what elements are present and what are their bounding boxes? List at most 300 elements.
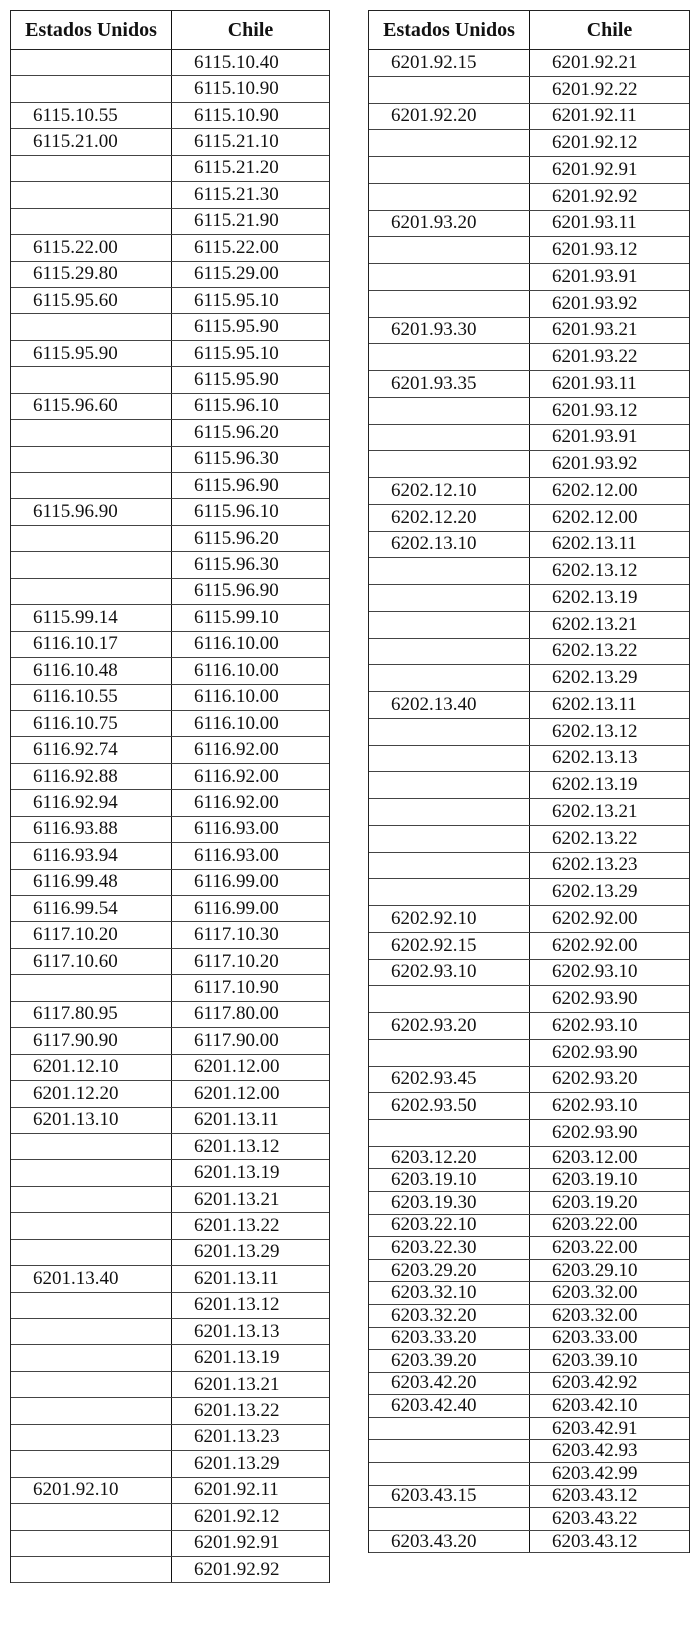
chile-code-cell: 6201.13.29 — [171, 1451, 329, 1476]
us-code-cell: 6116.99.48 — [33, 871, 118, 893]
chile-code-cell: 6116.99.00 — [171, 870, 329, 895]
chile-code-cell: 6203.39.10 — [529, 1350, 689, 1372]
table-row — [369, 1093, 689, 1120]
us-code-cell — [11, 420, 171, 445]
chile-code-cell: 6202.12.00 — [529, 505, 689, 531]
chile-code-cell: 6202.13.13 — [529, 746, 689, 772]
chile-code-cell: 6202.13.21 — [529, 799, 689, 825]
table-header — [368, 10, 690, 50]
header-estados-unidos: Estados Unidos — [383, 18, 515, 41]
us-code-cell — [11, 526, 171, 551]
chile-code-cell: 6203.42.92 — [529, 1373, 689, 1395]
chile-code-cell: 6202.92.00 — [529, 906, 689, 932]
table-row — [11, 473, 329, 499]
us-code-cell — [11, 579, 171, 604]
table-row — [11, 579, 329, 605]
table-row — [369, 1463, 689, 1486]
chile-code-cell: 6203.42.91 — [529, 1418, 689, 1440]
left-table-body — [10, 50, 330, 1583]
table-row — [369, 264, 689, 291]
us-code-cell: 6116.92.74 — [33, 739, 118, 761]
chile-code-cell: 6115.10.40 — [171, 50, 329, 75]
table-row — [369, 1350, 689, 1373]
table-row — [369, 130, 689, 157]
us-code-cell — [11, 209, 171, 234]
table-row — [369, 1260, 689, 1283]
us-code-cell — [369, 1418, 529, 1440]
chile-code-cell: 6202.13.23 — [529, 853, 689, 879]
table-row — [11, 1240, 329, 1266]
table-row — [11, 632, 329, 658]
chile-code-cell: 6201.13.29 — [171, 1240, 329, 1265]
us-code-cell: 6117.80.95 — [33, 1003, 118, 1025]
table-row — [11, 235, 329, 261]
table-row — [11, 1504, 329, 1530]
us-code-cell — [369, 451, 529, 477]
table-row — [11, 103, 329, 129]
chile-code-cell: 6115.99.10 — [171, 605, 329, 630]
us-code-cell: 6203.43.20 — [391, 1530, 477, 1552]
chile-code-cell: 6115.10.90 — [171, 103, 329, 128]
chile-code-cell: 6201.93.91 — [529, 425, 689, 451]
us-code-cell: 6115.10.55 — [33, 104, 118, 126]
table-row — [11, 1108, 329, 1134]
chile-code-cell: 6201.13.11 — [171, 1266, 329, 1291]
table-row — [11, 1213, 329, 1239]
chile-code-cell: 6203.42.93 — [529, 1440, 689, 1462]
us-code-cell: 6203.42.40 — [391, 1395, 477, 1417]
table-row — [369, 558, 689, 585]
chile-code-cell: 6201.93.12 — [529, 398, 689, 424]
table-row — [369, 639, 689, 666]
us-code-cell: 6115.29.80 — [33, 263, 118, 285]
table-row — [11, 394, 329, 420]
us-code-cell — [11, 1531, 171, 1556]
table-row — [369, 719, 689, 746]
us-code-cell — [11, 1425, 171, 1450]
chile-code-cell: 6203.42.99 — [529, 1463, 689, 1485]
us-code-cell — [11, 447, 171, 472]
table-row — [11, 843, 329, 869]
chile-code-cell: 6116.10.00 — [171, 685, 329, 710]
table-row — [369, 104, 689, 131]
chile-code-cell: 6201.13.22 — [171, 1213, 329, 1238]
table-row — [11, 129, 329, 155]
us-code-cell — [369, 237, 529, 263]
us-code-cell — [11, 156, 171, 181]
us-code-cell: 6203.42.20 — [391, 1372, 477, 1394]
table-row — [11, 658, 329, 684]
us-code-cell: 6203.19.30 — [391, 1191, 477, 1213]
chile-code-cell: 6201.12.00 — [171, 1055, 329, 1080]
chile-code-cell: 6115.96.10 — [171, 499, 329, 524]
chile-code-cell: 6115.21.30 — [171, 182, 329, 207]
chile-code-cell: 6201.92.91 — [171, 1531, 329, 1556]
us-code-cell: 6203.32.10 — [391, 1282, 477, 1304]
us-code-cell — [11, 367, 171, 392]
us-code-cell — [11, 1240, 171, 1265]
us-code-cell — [369, 425, 529, 451]
table-row — [369, 237, 689, 264]
chile-code-cell: 6115.96.90 — [171, 579, 329, 604]
chile-code-cell: 6201.93.92 — [529, 291, 689, 317]
table-row — [369, 906, 689, 933]
chile-code-cell: 6116.10.00 — [171, 632, 329, 657]
chile-code-cell: 6201.93.22 — [529, 344, 689, 370]
table-row — [11, 685, 329, 711]
table-row — [11, 1134, 329, 1160]
us-code-cell: 6202.13.40 — [391, 693, 477, 715]
table-row — [369, 1305, 689, 1328]
table-row — [11, 314, 329, 340]
chile-code-cell: 6115.96.90 — [171, 473, 329, 498]
header-estados-unidos: Estados Unidos — [25, 18, 157, 41]
table-row — [369, 1282, 689, 1305]
table-row — [11, 975, 329, 1001]
table-row — [11, 922, 329, 948]
table-row — [11, 870, 329, 896]
table-row — [369, 1215, 689, 1238]
table-row — [11, 737, 329, 763]
us-code-cell — [369, 719, 529, 745]
chile-code-cell: 6117.90.00 — [171, 1028, 329, 1053]
chile-code-cell: 6201.13.21 — [171, 1372, 329, 1397]
chile-code-cell: 6115.96.30 — [171, 447, 329, 472]
us-code-cell: 6115.95.60 — [33, 289, 118, 311]
us-code-cell: 6116.92.88 — [33, 765, 118, 787]
table-row — [11, 790, 329, 816]
table-row — [11, 1002, 329, 1028]
chile-code-cell: 6116.99.00 — [171, 896, 329, 921]
chile-code-cell: 6202.13.12 — [529, 719, 689, 745]
chile-code-cell: 6115.21.10 — [171, 129, 329, 154]
table-row — [11, 764, 329, 790]
table-row — [11, 420, 329, 446]
table-row — [369, 933, 689, 960]
us-code-cell — [11, 1345, 171, 1370]
table-row — [11, 1028, 329, 1054]
chile-code-cell: 6202.93.20 — [529, 1067, 689, 1093]
table-row — [11, 711, 329, 737]
us-code-cell — [369, 585, 529, 611]
table-row — [369, 77, 689, 104]
table-row — [369, 318, 689, 345]
table-row — [11, 1425, 329, 1451]
table-row — [369, 1169, 689, 1192]
chile-code-cell: 6202.93.90 — [529, 986, 689, 1012]
chile-code-cell: 6115.96.20 — [171, 526, 329, 551]
chile-code-cell: 6202.13.22 — [529, 826, 689, 852]
chile-code-cell: 6202.93.10 — [529, 960, 689, 986]
chile-code-cell: 6201.92.11 — [171, 1478, 329, 1503]
table-row — [369, 1013, 689, 1040]
table-row — [11, 1557, 329, 1583]
chile-code-cell: 6201.13.19 — [171, 1345, 329, 1370]
table-row — [369, 826, 689, 853]
chile-code-cell: 6203.19.10 — [529, 1169, 689, 1191]
table-row — [11, 156, 329, 182]
chile-code-cell: 6201.92.92 — [529, 184, 689, 210]
us-code-cell: 6115.96.90 — [33, 501, 118, 523]
table-row — [11, 1531, 329, 1557]
table-row — [369, 425, 689, 452]
chile-code-cell: 6202.13.29 — [529, 879, 689, 905]
chile-code-cell: 6116.92.00 — [171, 790, 329, 815]
us-code-cell — [369, 264, 529, 290]
chile-code-cell: 6115.96.30 — [171, 552, 329, 577]
us-code-cell: 6116.93.94 — [33, 844, 118, 866]
us-code-cell: 6116.10.75 — [33, 712, 118, 734]
table-row — [11, 447, 329, 473]
us-code-cell — [369, 853, 529, 879]
table-row — [369, 799, 689, 826]
chile-code-cell: 6203.22.00 — [529, 1215, 689, 1237]
chile-code-cell: 6115.95.90 — [171, 367, 329, 392]
table-row — [11, 949, 329, 975]
table-row — [369, 291, 689, 318]
chile-code-cell: 6115.95.90 — [171, 314, 329, 339]
us-code-cell — [369, 558, 529, 584]
us-code-cell — [369, 1463, 529, 1485]
us-code-cell: 6117.90.90 — [33, 1029, 118, 1051]
us-code-cell — [369, 1440, 529, 1462]
us-code-cell — [369, 130, 529, 156]
us-code-cell — [11, 1293, 171, 1318]
table-row — [11, 817, 329, 843]
us-code-cell: 6116.10.55 — [33, 686, 118, 708]
us-code-cell: 6116.93.88 — [33, 818, 118, 840]
table-header — [10, 10, 330, 50]
chile-code-cell: 6201.13.12 — [171, 1293, 329, 1318]
chile-code-cell: 6203.12.00 — [529, 1147, 689, 1169]
chile-code-cell: 6201.13.12 — [171, 1134, 329, 1159]
table-row — [11, 288, 329, 314]
us-code-cell — [369, 799, 529, 825]
table-row — [369, 184, 689, 211]
chile-code-cell: 6203.32.00 — [529, 1282, 689, 1304]
chile-code-cell: 6117.10.90 — [171, 975, 329, 1000]
chile-code-cell: 6203.43.12 — [529, 1486, 689, 1508]
us-code-cell: 6202.93.10 — [391, 961, 477, 983]
us-code-cell: 6201.92.10 — [33, 1479, 119, 1501]
us-code-cell: 6203.19.10 — [391, 1169, 477, 1191]
chile-code-cell: 6202.93.90 — [529, 1120, 689, 1146]
us-code-cell: 6116.99.54 — [33, 897, 118, 919]
table-row — [369, 1328, 689, 1351]
table-row — [369, 505, 689, 532]
table-row — [369, 1373, 689, 1396]
chile-code-cell: 6202.93.10 — [529, 1093, 689, 1119]
chile-code-cell: 6115.10.90 — [171, 76, 329, 101]
us-code-cell: 6115.95.90 — [33, 342, 118, 364]
chile-code-cell: 6202.13.22 — [529, 639, 689, 665]
chile-code-cell: 6115.21.90 — [171, 209, 329, 234]
table-row — [11, 1055, 329, 1081]
chile-code-cell: 6203.22.00 — [529, 1237, 689, 1259]
chile-code-cell: 6202.93.10 — [529, 1013, 689, 1039]
us-code-cell — [11, 1504, 171, 1529]
chile-code-cell: 6202.92.00 — [529, 933, 689, 959]
us-code-cell — [11, 473, 171, 498]
chile-code-cell: 6203.42.10 — [529, 1395, 689, 1417]
chile-code-cell: 6117.80.00 — [171, 1002, 329, 1027]
us-code-cell — [369, 826, 529, 852]
table-row — [11, 896, 329, 922]
chile-code-cell: 6116.93.00 — [171, 817, 329, 842]
chile-code-cell: 6202.13.19 — [529, 772, 689, 798]
us-code-cell — [11, 1160, 171, 1185]
us-code-cell — [369, 879, 529, 905]
us-code-cell: 6203.22.30 — [391, 1236, 477, 1258]
us-code-cell: 6115.21.00 — [33, 131, 118, 153]
chile-code-cell: 6203.33.00 — [529, 1328, 689, 1350]
us-code-cell: 6115.96.60 — [33, 395, 118, 417]
us-code-cell: 6202.92.10 — [391, 907, 477, 929]
table-row — [11, 50, 329, 76]
us-code-cell: 6117.10.60 — [33, 950, 118, 972]
chile-code-cell: 6202.13.21 — [529, 612, 689, 638]
table-row — [11, 1398, 329, 1424]
chile-code-cell: 6115.95.10 — [171, 288, 329, 313]
chile-code-cell: 6202.12.00 — [529, 478, 689, 504]
chile-code-cell: 6202.13.12 — [529, 558, 689, 584]
us-code-cell: 6116.92.94 — [33, 791, 118, 813]
table-row — [369, 746, 689, 773]
us-code-cell — [369, 746, 529, 772]
table-row — [11, 182, 329, 208]
table-row — [11, 1319, 329, 1345]
table-row — [369, 1040, 689, 1067]
chile-code-cell: 6201.92.12 — [529, 130, 689, 156]
table-row — [369, 371, 689, 398]
table-row — [369, 1418, 689, 1441]
chile-code-cell: 6201.12.00 — [171, 1081, 329, 1106]
table-row — [369, 451, 689, 478]
us-code-cell — [369, 612, 529, 638]
table-row — [11, 367, 329, 393]
us-code-cell: 6115.99.14 — [33, 606, 118, 628]
chile-code-cell: 6201.13.13 — [171, 1319, 329, 1344]
table-row — [369, 585, 689, 612]
header-chile: Chile — [171, 11, 329, 49]
us-code-cell — [11, 975, 171, 1000]
chile-code-cell: 6115.21.20 — [171, 156, 329, 181]
us-code-cell: 6203.32.20 — [391, 1304, 477, 1326]
table-row — [369, 478, 689, 505]
chile-code-cell: 6115.29.00 — [171, 262, 329, 287]
us-code-cell: 6202.93.45 — [391, 1068, 477, 1090]
us-code-cell — [369, 1508, 529, 1530]
table-row — [369, 1508, 689, 1531]
right-table — [368, 10, 690, 1553]
us-code-cell: 6201.93.30 — [391, 319, 477, 341]
us-code-cell — [369, 291, 529, 317]
chile-code-cell: 6201.13.11 — [171, 1108, 329, 1133]
table-row — [369, 344, 689, 371]
chile-code-cell: 6201.93.92 — [529, 451, 689, 477]
us-code-cell — [11, 1372, 171, 1397]
chile-code-cell: 6201.92.11 — [529, 104, 689, 130]
us-code-cell: 6201.13.40 — [33, 1267, 119, 1289]
table-row — [369, 1120, 689, 1147]
us-code-cell — [369, 398, 529, 424]
table-row — [369, 1440, 689, 1463]
table-row — [369, 157, 689, 184]
us-code-cell — [11, 1319, 171, 1344]
chile-code-cell: 6201.92.21 — [529, 50, 689, 76]
us-code-cell: 6202.93.20 — [391, 1014, 477, 1036]
us-code-cell — [11, 1557, 171, 1582]
chile-code-cell: 6201.93.91 — [529, 264, 689, 290]
us-code-cell — [369, 639, 529, 665]
us-code-cell: 6202.13.10 — [391, 533, 477, 555]
table-row — [11, 1345, 329, 1371]
table-row — [369, 398, 689, 425]
us-code-cell: 6201.92.20 — [391, 105, 477, 127]
chile-code-cell: 6116.93.00 — [171, 843, 329, 868]
us-code-cell — [11, 552, 171, 577]
table-row — [369, 960, 689, 987]
us-code-cell: 6201.12.20 — [33, 1082, 119, 1104]
us-code-cell — [11, 76, 171, 101]
table-row — [11, 499, 329, 525]
us-code-cell: 6116.10.48 — [33, 659, 118, 681]
table-row — [11, 1081, 329, 1107]
table-row — [369, 50, 689, 77]
chile-code-cell: 6202.13.29 — [529, 665, 689, 691]
chile-code-cell: 6201.93.11 — [529, 211, 689, 237]
us-code-cell — [369, 344, 529, 370]
us-code-cell — [369, 77, 529, 103]
us-code-cell: 6203.22.10 — [391, 1214, 477, 1236]
us-code-cell: 6203.12.20 — [391, 1146, 477, 1168]
table-row — [369, 1067, 689, 1094]
us-code-cell — [369, 157, 529, 183]
table-row — [369, 612, 689, 639]
us-code-cell: 6202.12.10 — [391, 479, 477, 501]
table-row — [369, 692, 689, 719]
chile-code-cell: 6202.93.90 — [529, 1040, 689, 1066]
chile-code-cell: 6201.13.21 — [171, 1187, 329, 1212]
us-code-cell: 6201.13.10 — [33, 1109, 119, 1131]
right-table-body — [368, 50, 690, 1553]
us-code-cell: 6117.10.20 — [33, 924, 118, 946]
us-code-cell — [369, 1120, 529, 1146]
us-code-cell — [11, 1398, 171, 1423]
us-code-cell: 6203.33.20 — [391, 1327, 477, 1349]
chile-code-cell: 6115.96.20 — [171, 420, 329, 445]
table-row — [369, 986, 689, 1013]
us-code-cell — [11, 1451, 171, 1476]
chile-code-cell: 6201.92.91 — [529, 157, 689, 183]
us-code-cell: 6203.43.15 — [391, 1485, 477, 1507]
table-row — [369, 853, 689, 880]
table-row — [369, 772, 689, 799]
table-row — [369, 211, 689, 238]
us-code-cell — [369, 1040, 529, 1066]
table-row — [369, 1147, 689, 1170]
chile-code-cell: 6116.10.00 — [171, 711, 329, 736]
table-row — [369, 1486, 689, 1509]
us-code-cell — [369, 665, 529, 691]
table-row — [11, 1372, 329, 1398]
us-code-cell: 6202.92.15 — [391, 934, 477, 956]
us-code-cell: 6201.92.15 — [391, 51, 477, 73]
us-code-cell — [11, 1213, 171, 1238]
chile-code-cell: 6201.13.23 — [171, 1425, 329, 1450]
us-code-cell: 6115.22.00 — [33, 236, 118, 258]
table-row — [11, 1451, 329, 1477]
